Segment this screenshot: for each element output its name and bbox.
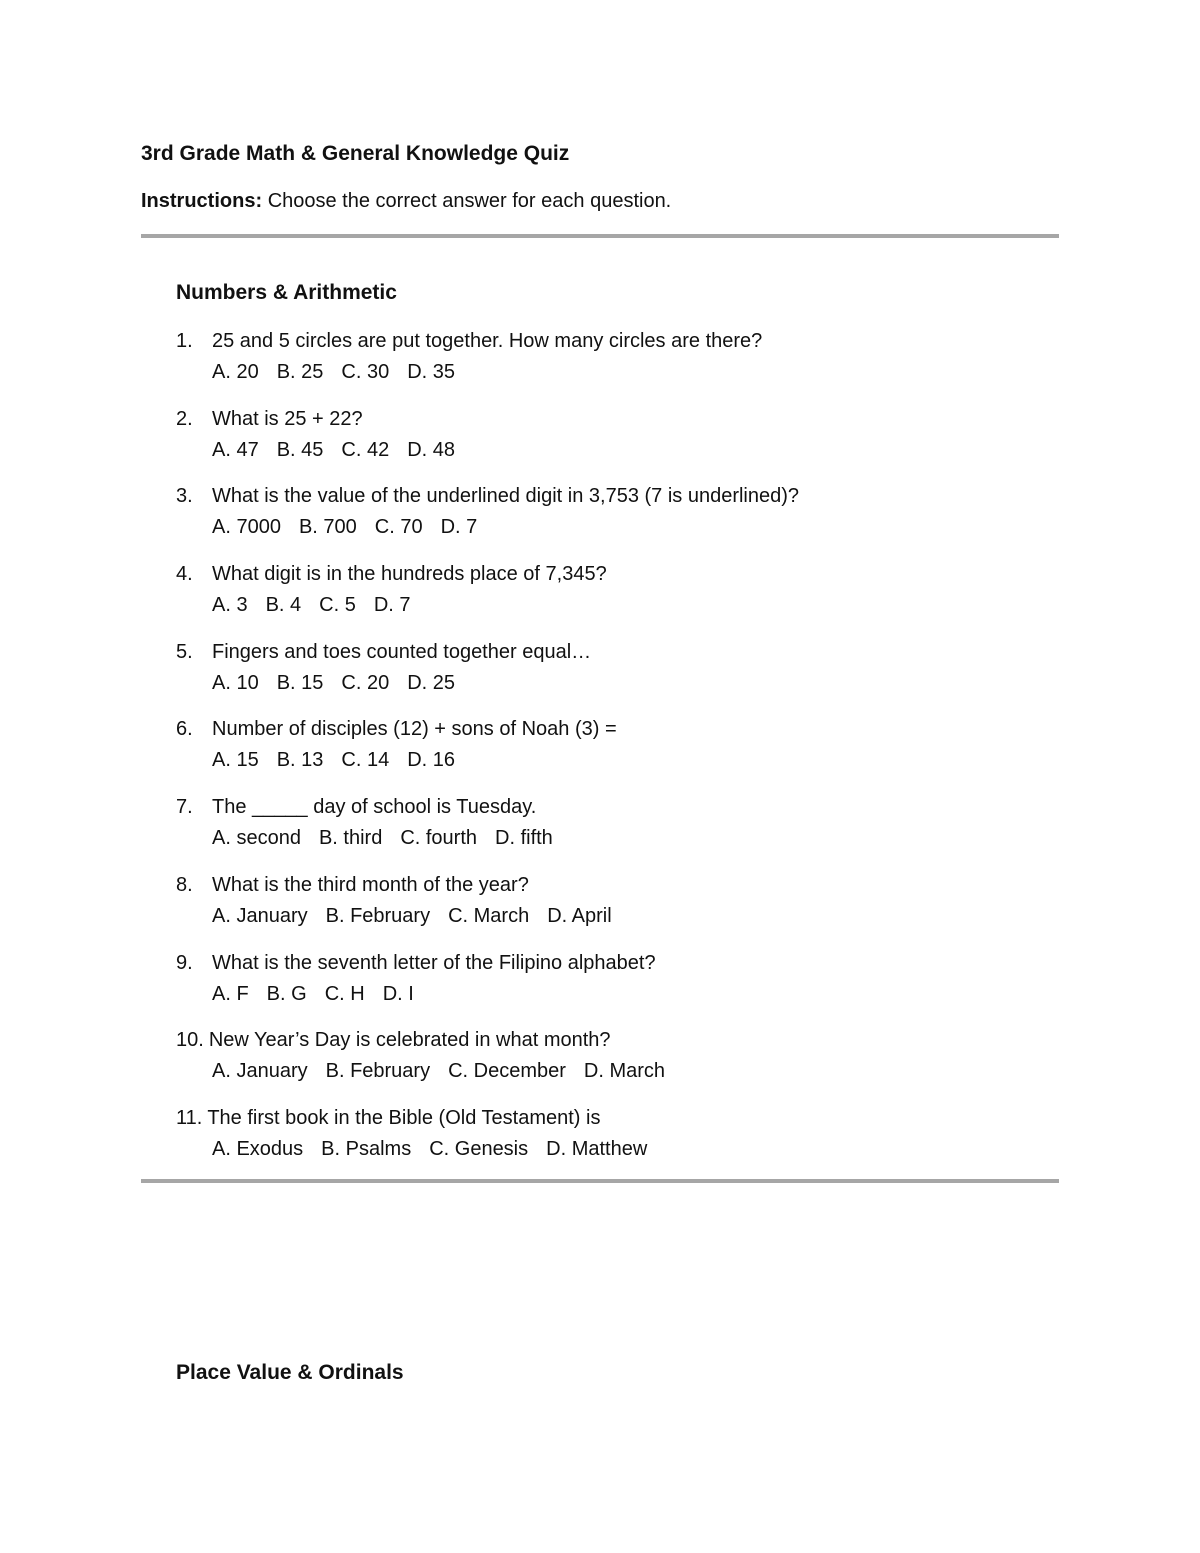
question-text: Fingers and toes counted together equal… <box>212 640 592 663</box>
answer-choices <box>212 592 429 618</box>
question-6 <box>176 716 1056 794</box>
section-heading-place-value-ordinals: Place Value & Ordinals <box>176 1361 404 1384</box>
choice-d: D. Matthew <box>546 1137 648 1160</box>
question-number: 2. <box>176 407 193 430</box>
question-number: 10. <box>176 1029 204 1052</box>
choice-d: D. 16 <box>407 749 456 772</box>
question-text: The _____ day of school is Tuesday. <box>212 796 537 819</box>
choice-c: C. fourth <box>400 827 478 850</box>
choice-a: A. F <box>212 982 249 1005</box>
choice-a: A. 10 <box>212 671 259 694</box>
choice-c: C. 20 <box>341 671 390 694</box>
answer-choices <box>212 903 630 929</box>
question-text: What digit is in the hundreds place of 7,345? <box>212 563 607 586</box>
choice-b: B. 13 <box>276 749 324 772</box>
question-text: What is the seventh letter of the Filipino alphabet? <box>212 951 656 974</box>
choice-b: B. February <box>325 1060 431 1083</box>
choice-d: D. 25 <box>407 671 456 694</box>
section-heading-numbers-arithmetic: Numbers & Arithmetic <box>176 281 397 304</box>
choice-c: C. 30 <box>341 361 390 383</box>
question-number: 4. <box>176 563 193 586</box>
choice-b: B. Psalms <box>321 1137 412 1160</box>
choice-c: C. H <box>324 982 365 1005</box>
question-number: 8. <box>176 873 193 896</box>
answer-choices <box>212 514 495 540</box>
choice-c: C. Genesis <box>429 1137 529 1160</box>
choice-d: D. April <box>547 904 612 927</box>
choice-b: B. 45 <box>276 438 324 461</box>
question-text: What is 25 + 22? <box>212 407 363 430</box>
question-number: 7. <box>176 796 193 819</box>
instructions-label: Instructions: <box>141 190 263 212</box>
question-text: What is the third month of the year? <box>212 873 529 896</box>
question-text: Number of disciples (12) + sons of Noah (3) = <box>212 718 617 741</box>
choice-a: A. second <box>212 827 301 850</box>
choice-b: B. 700 <box>298 516 357 539</box>
question-number: 5. <box>176 640 193 663</box>
instructions-text: Choose the correct answer for each question. <box>267 190 672 212</box>
answer-choices <box>212 1136 665 1162</box>
question-number: 1. <box>176 330 193 352</box>
choice-c: C. December <box>448 1060 566 1083</box>
choice-c: C. 5 <box>319 594 356 617</box>
choice-a: A. 3 <box>212 594 248 617</box>
choice-d: D. 7 <box>440 516 478 539</box>
answer-choices <box>212 1058 683 1084</box>
choice-c: C. 14 <box>341 749 390 772</box>
answer-choices <box>212 359 473 385</box>
choice-b: B. 25 <box>276 361 324 383</box>
choice-a: A. January <box>212 904 308 927</box>
choice-b: B. February <box>325 904 431 927</box>
answer-choices <box>212 437 473 463</box>
question-7 <box>176 794 1056 872</box>
question-number: 11. <box>176 1106 203 1129</box>
question-3 <box>176 483 1056 561</box>
bottom-divider <box>141 1179 1059 1183</box>
question-text: The first book in the Bible (Old Testament) is <box>207 1106 601 1129</box>
instructions-line <box>141 190 671 213</box>
question-5 <box>176 639 1056 717</box>
question-number: 6. <box>176 718 193 741</box>
choice-b: B. G <box>266 982 307 1005</box>
choice-d: D. March <box>583 1060 666 1083</box>
choice-d: D. fifth <box>495 827 553 850</box>
question-text: What is the value of the underlined digit in 3,753 (7 is underlined)? <box>212 485 800 508</box>
choice-d: D. I <box>382 982 414 1005</box>
choice-a: A. 20 <box>212 361 259 383</box>
question-4 <box>176 561 1056 639</box>
question-9 <box>176 950 1056 1028</box>
choice-d: D. 7 <box>373 594 411 617</box>
question-text: New Year’s Day is celebrated in what month? <box>208 1029 611 1052</box>
answer-choices <box>212 825 571 851</box>
choice-b: B. 4 <box>265 594 302 617</box>
choice-b: B. 15 <box>276 671 324 694</box>
question-10 <box>176 1027 1056 1105</box>
choice-a: A. 7000 <box>212 516 281 539</box>
question-text: 25 and 5 circles are put together. How many circles are there? <box>212 330 763 352</box>
choice-d: D. 35 <box>407 361 456 383</box>
choice-a: A. 47 <box>212 438 259 461</box>
choice-b: B. third <box>318 827 383 850</box>
question-11 <box>176 1105 1056 1183</box>
choice-c: C. 70 <box>374 516 423 539</box>
question-list <box>176 328 1056 1183</box>
answer-choices <box>212 747 473 773</box>
question-number: 3. <box>176 485 193 508</box>
choice-a: A. January <box>212 1060 308 1083</box>
choice-d: D. 48 <box>407 438 456 461</box>
question-number: 9. <box>176 951 193 974</box>
choice-a: A. Exodus <box>212 1137 304 1160</box>
choice-c: C. March <box>448 904 530 927</box>
choice-c: C. 42 <box>341 438 390 461</box>
quiz-title: 3rd Grade Math & General Knowledge Quiz <box>141 142 570 165</box>
question-2 <box>176 406 1056 484</box>
answer-choices <box>212 670 473 696</box>
choice-a: A. 15 <box>212 749 259 772</box>
answer-choices <box>212 981 432 1007</box>
question-1 <box>176 328 1056 406</box>
top-divider <box>141 234 1059 238</box>
question-8 <box>176 872 1056 950</box>
